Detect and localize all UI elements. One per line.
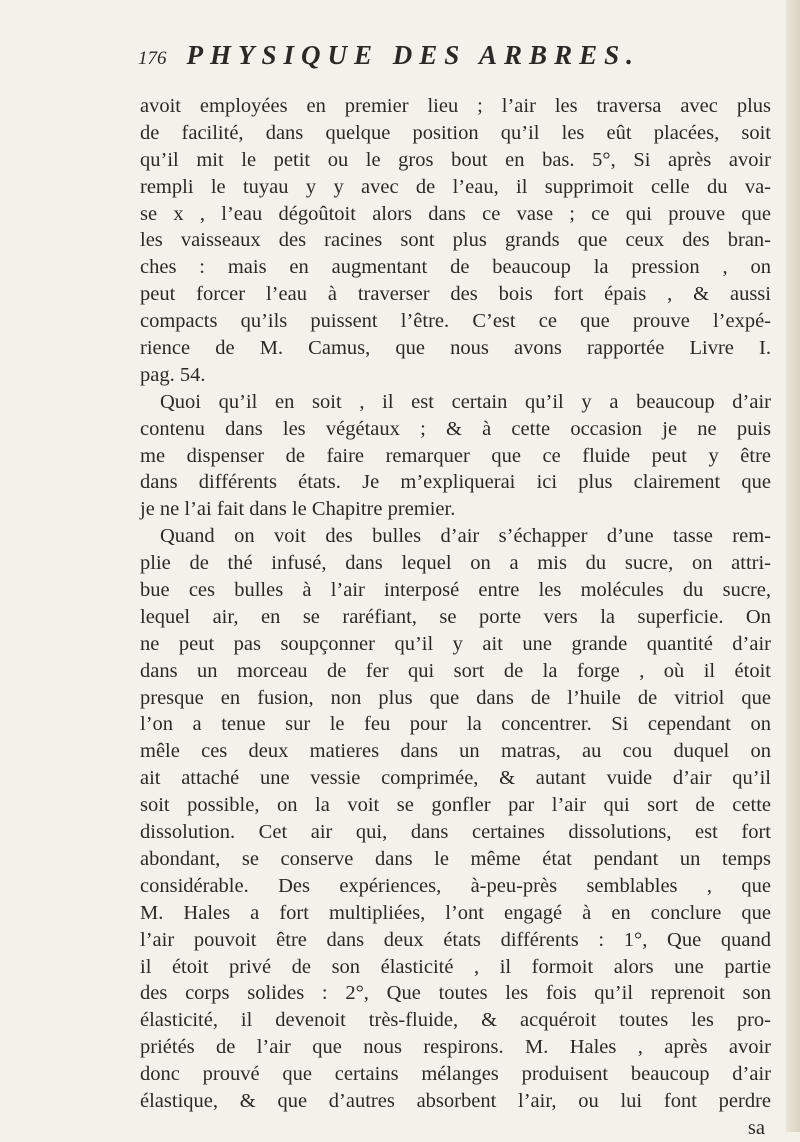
text-line: élastique, & que d’autres absorbent l’air, ou lui font perdre bbox=[140, 1089, 771, 1112]
running-header bbox=[138, 40, 778, 80]
text-line: je ne l’ai fait dans le Chapitre premier. bbox=[140, 498, 456, 521]
text-line: Quoi qu’il en soit , il est certain qu’il y a beaucoup d’air bbox=[160, 390, 771, 413]
text-line: ches : mais en augmentant de beaucoup la pression , on bbox=[140, 256, 771, 279]
text-line: élasticité, il devenoit très-fluide, & acquéroit toutes les pro- bbox=[140, 1009, 771, 1032]
text-line: lequel air, en se raréfiant, se porte vers la superficie. On bbox=[140, 605, 771, 628]
text-line: plie de thé infusé, dans lequel on a mis du sucre, on attri- bbox=[140, 552, 771, 575]
text-line: avoit employées en premier lieu ; l’air les traversa avec plus bbox=[140, 95, 771, 117]
text-line: mêle ces deux matieres dans un matras, au cou duquel on bbox=[140, 740, 771, 763]
text-line: dans différents états. Je m’expliquerai ici plus clairement que bbox=[140, 471, 771, 494]
text-line: abondant, se conserve dans le même état pendant un temps bbox=[140, 847, 771, 870]
page-edge-shadow bbox=[786, 0, 800, 1132]
text-line: les vaisseaux des racines sont plus grands que ceux des bran- bbox=[140, 229, 771, 252]
text-line: soit possible, on la voit se gonfler par l’air qui sort de cette bbox=[140, 794, 771, 817]
running-title: PHYSIQUE DES ARBRES. bbox=[186, 40, 640, 70]
text-line: dissolution. Cet air qui, dans certaines dissolutions, est fort bbox=[140, 821, 771, 844]
text-line: M. Hales a fort multipliées, l’ont engagé à en conclure que bbox=[140, 901, 771, 924]
text-line: me dispenser de faire remarquer que ce fluide peut y être bbox=[140, 444, 771, 467]
text-line: donc prouvé que certains mélanges produisent beaucoup d’air bbox=[140, 1063, 771, 1086]
text-line: ait attaché une vessie comprimée, & autant vuide d’air qu’il bbox=[140, 767, 771, 790]
text-line: considérable. Des expériences, à-peu-près semblables , que bbox=[140, 874, 771, 897]
text-line: l’air pouvoit être dans deux états différents : 1°, Que quand bbox=[140, 928, 771, 951]
text-line: qu’il mit le petit ou le gros bout en bas. 5°, Si après avoir bbox=[140, 148, 771, 171]
text-line: sa bbox=[747, 1116, 765, 1139]
text-line: bue ces bulles à l’air interposé entre les molécules du sucre, bbox=[140, 579, 771, 602]
text-line: des corps solides : 2°, Que toutes les fois qu’il reprenoit son bbox=[140, 982, 771, 1005]
text-line: presque en fusion, non plus que dans de l’huile de vitriol que bbox=[140, 686, 771, 709]
text-line: il étoit privé de son élasticité , il formoit alors une partie bbox=[140, 955, 771, 978]
text-line: peut forcer l’eau à traverser des bois fort épais , & aussi bbox=[140, 283, 771, 306]
text-line: Quand on voit des bulles d’air s’échapper d’une tasse rem- bbox=[160, 525, 771, 548]
text-line: de facilité, dans quelque position qu’il les eût placées, soit bbox=[140, 121, 771, 144]
text-line: ne peut pas soupçonner qu’il y ait une grande quantité d’air bbox=[140, 632, 771, 655]
text-line: se x , l’eau dégoûtoit alors dans ce vase ; ce qui prouve que bbox=[140, 202, 771, 225]
text-line: l’on a tenue sur le feu pour la concentrer. Si cependant on bbox=[140, 713, 771, 736]
text-line: rempli le tuyau y y avec de l’eau, il supprimoit celle du va- bbox=[140, 175, 771, 198]
page-number: 176 bbox=[138, 48, 167, 69]
text-line: compacts qu’ils puissent l’être. C’est ce que prouve l’expé- bbox=[140, 310, 771, 333]
text-line: rience de M. Camus, que nous avons rapportée Livre I. bbox=[140, 337, 771, 360]
text-line: dans un morceau de fer qui sort de la forge , où il étoit bbox=[140, 659, 771, 682]
text-line: contenu dans les végétaux ; & à cette occasion je ne puis bbox=[140, 417, 771, 440]
text-line: priétés de l’air que nous respirons. M. Hales , après avoir bbox=[140, 1036, 771, 1059]
text-line: pag. 54. bbox=[140, 363, 206, 386]
body-text bbox=[140, 93, 771, 1142]
